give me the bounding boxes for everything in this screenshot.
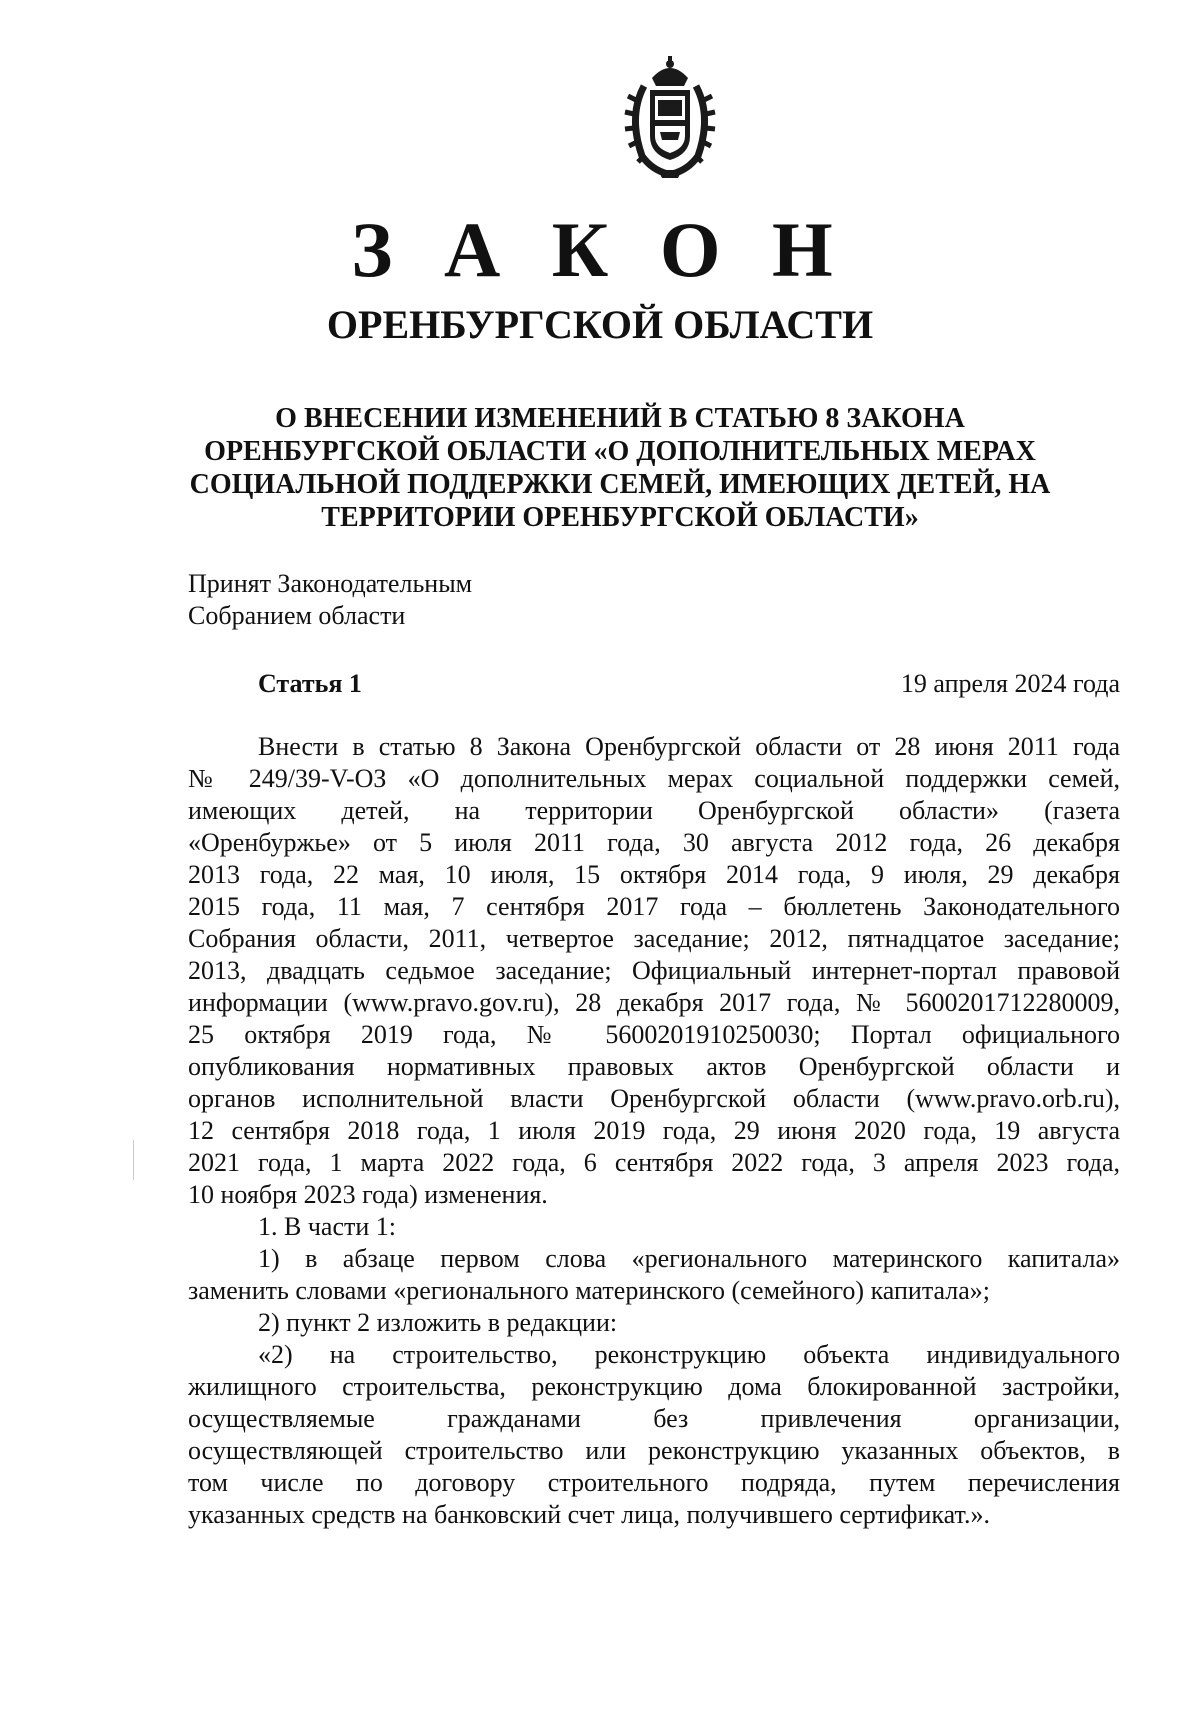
- scan-artifact: [133, 1140, 134, 1180]
- body-line: Внести в статью 8 Закона Оренбургской области от 28 июня 2011 года: [258, 732, 1120, 761]
- law-name-line: О ВНЕСЕНИИ ИЗМЕНЕНИЙ В СТАТЬЮ 8 ЗАКОНА: [275, 403, 965, 434]
- body-line: 25 октября 2019 года, № 5600201910250030; Портал официального: [188, 1020, 1120, 1049]
- body-line: Собрания области, 2011, четвертое заседание; 2012, пятнадцатое заседание;: [188, 924, 1120, 953]
- law-name-line: ОРЕНБУРГСКОЙ ОБЛАСТИ «О ДОПОЛНИТЕЛЬНЫХ МЕРАХ: [204, 436, 1036, 467]
- body-line: 2021 года, 1 марта 2022 года, 6 сентября 2022 года, 3 апреля 2023 года,: [188, 1148, 1120, 1177]
- body-line: имеющих детей, на территории Оренбургской области» (газета: [188, 796, 1120, 825]
- body-line: осуществляемые гражданами без привлечения организации,: [188, 1404, 1120, 1433]
- body-line: указанных средств на банковский счет лица, получившего сертификат.».: [188, 1500, 990, 1529]
- body-line: 12 сентября 2018 года, 1 июля 2019 года, 29 июня 2020 года, 19 августа: [188, 1116, 1120, 1145]
- body-line: органов исполнительной власти Оренбургской области (www.pravo.orb.ru),: [188, 1084, 1120, 1113]
- article-body: [188, 731, 1120, 1531]
- law-name-line: СОЦИАЛЬНОЙ ПОДДЕРЖКИ СЕМЕЙ, ИМЕЮЩИХ ДЕТЕЙ, НА: [189, 469, 1051, 500]
- adoption-date: 19 апреля 2024 года: [900, 669, 1120, 698]
- body-line: «2) на строительство, реконструкцию объекта индивидуального: [258, 1340, 1120, 1369]
- body-line: 2013 года, 22 мая, 10 июля, 15 октября 2014 года, 9 июля, 29 декабря: [188, 860, 1120, 889]
- body-line: осуществляющей строительство или реконструкцию указанных объектов, в: [188, 1436, 1120, 1465]
- article-title: Статья 1: [258, 669, 362, 698]
- body-line: 1. В части 1:: [258, 1212, 396, 1241]
- body-line: «Оренбуржье» от 5 июля 2011 года, 30 августа 2012 года, 26 декабря: [188, 828, 1120, 857]
- body-line: заменить словами «регионального материнского (семейного) капитала»;: [188, 1276, 991, 1305]
- body-line: опубликования нормативных правовых актов Оренбургской области и: [188, 1052, 1120, 1081]
- body-line: том числе по договору строительного подряда, путем перечисления: [188, 1468, 1120, 1497]
- body-line: 10 ноября 2023 года) изменения.: [188, 1180, 548, 1209]
- body-line: информации (www.pravo.gov.ru), 28 декабря 2017 года, № 5600201712280009,: [188, 988, 1120, 1017]
- adopted-line: Собранием области: [188, 601, 406, 630]
- document-region: ОРЕНБУРГСКОЙ ОБЛАСТИ: [326, 302, 874, 347]
- body-line: жилищного строительства, реконструкцию дома блокированной застройки,: [188, 1372, 1120, 1401]
- law-name: [150, 402, 1090, 534]
- adopted-by: [188, 568, 472, 632]
- body-line: № 249/39-V-ОЗ «О дополнительных мерах социальной поддержки семей,: [188, 764, 1120, 793]
- body-line: 2) пункт 2 изложить в редакции:: [258, 1308, 618, 1337]
- body-line: 1) в абзаце первом слова «регионального материнского капитала»: [258, 1244, 1120, 1273]
- coat-of-arms-icon: [622, 56, 718, 180]
- adopted-line: Принят Законодательным: [188, 569, 473, 598]
- law-name-line: ТЕРРИТОРИИ ОРЕНБУРГСКОЙ ОБЛАСТИ»: [321, 502, 919, 533]
- body-line: 2015 года, 11 мая, 7 сентября 2017 года – бюллетень Законодательного: [188, 892, 1120, 921]
- document-title: З А К О Н: [351, 206, 849, 293]
- body-line: 2013, двадцать седьмое заседание; Официальный интернет-портал правовой: [188, 956, 1120, 985]
